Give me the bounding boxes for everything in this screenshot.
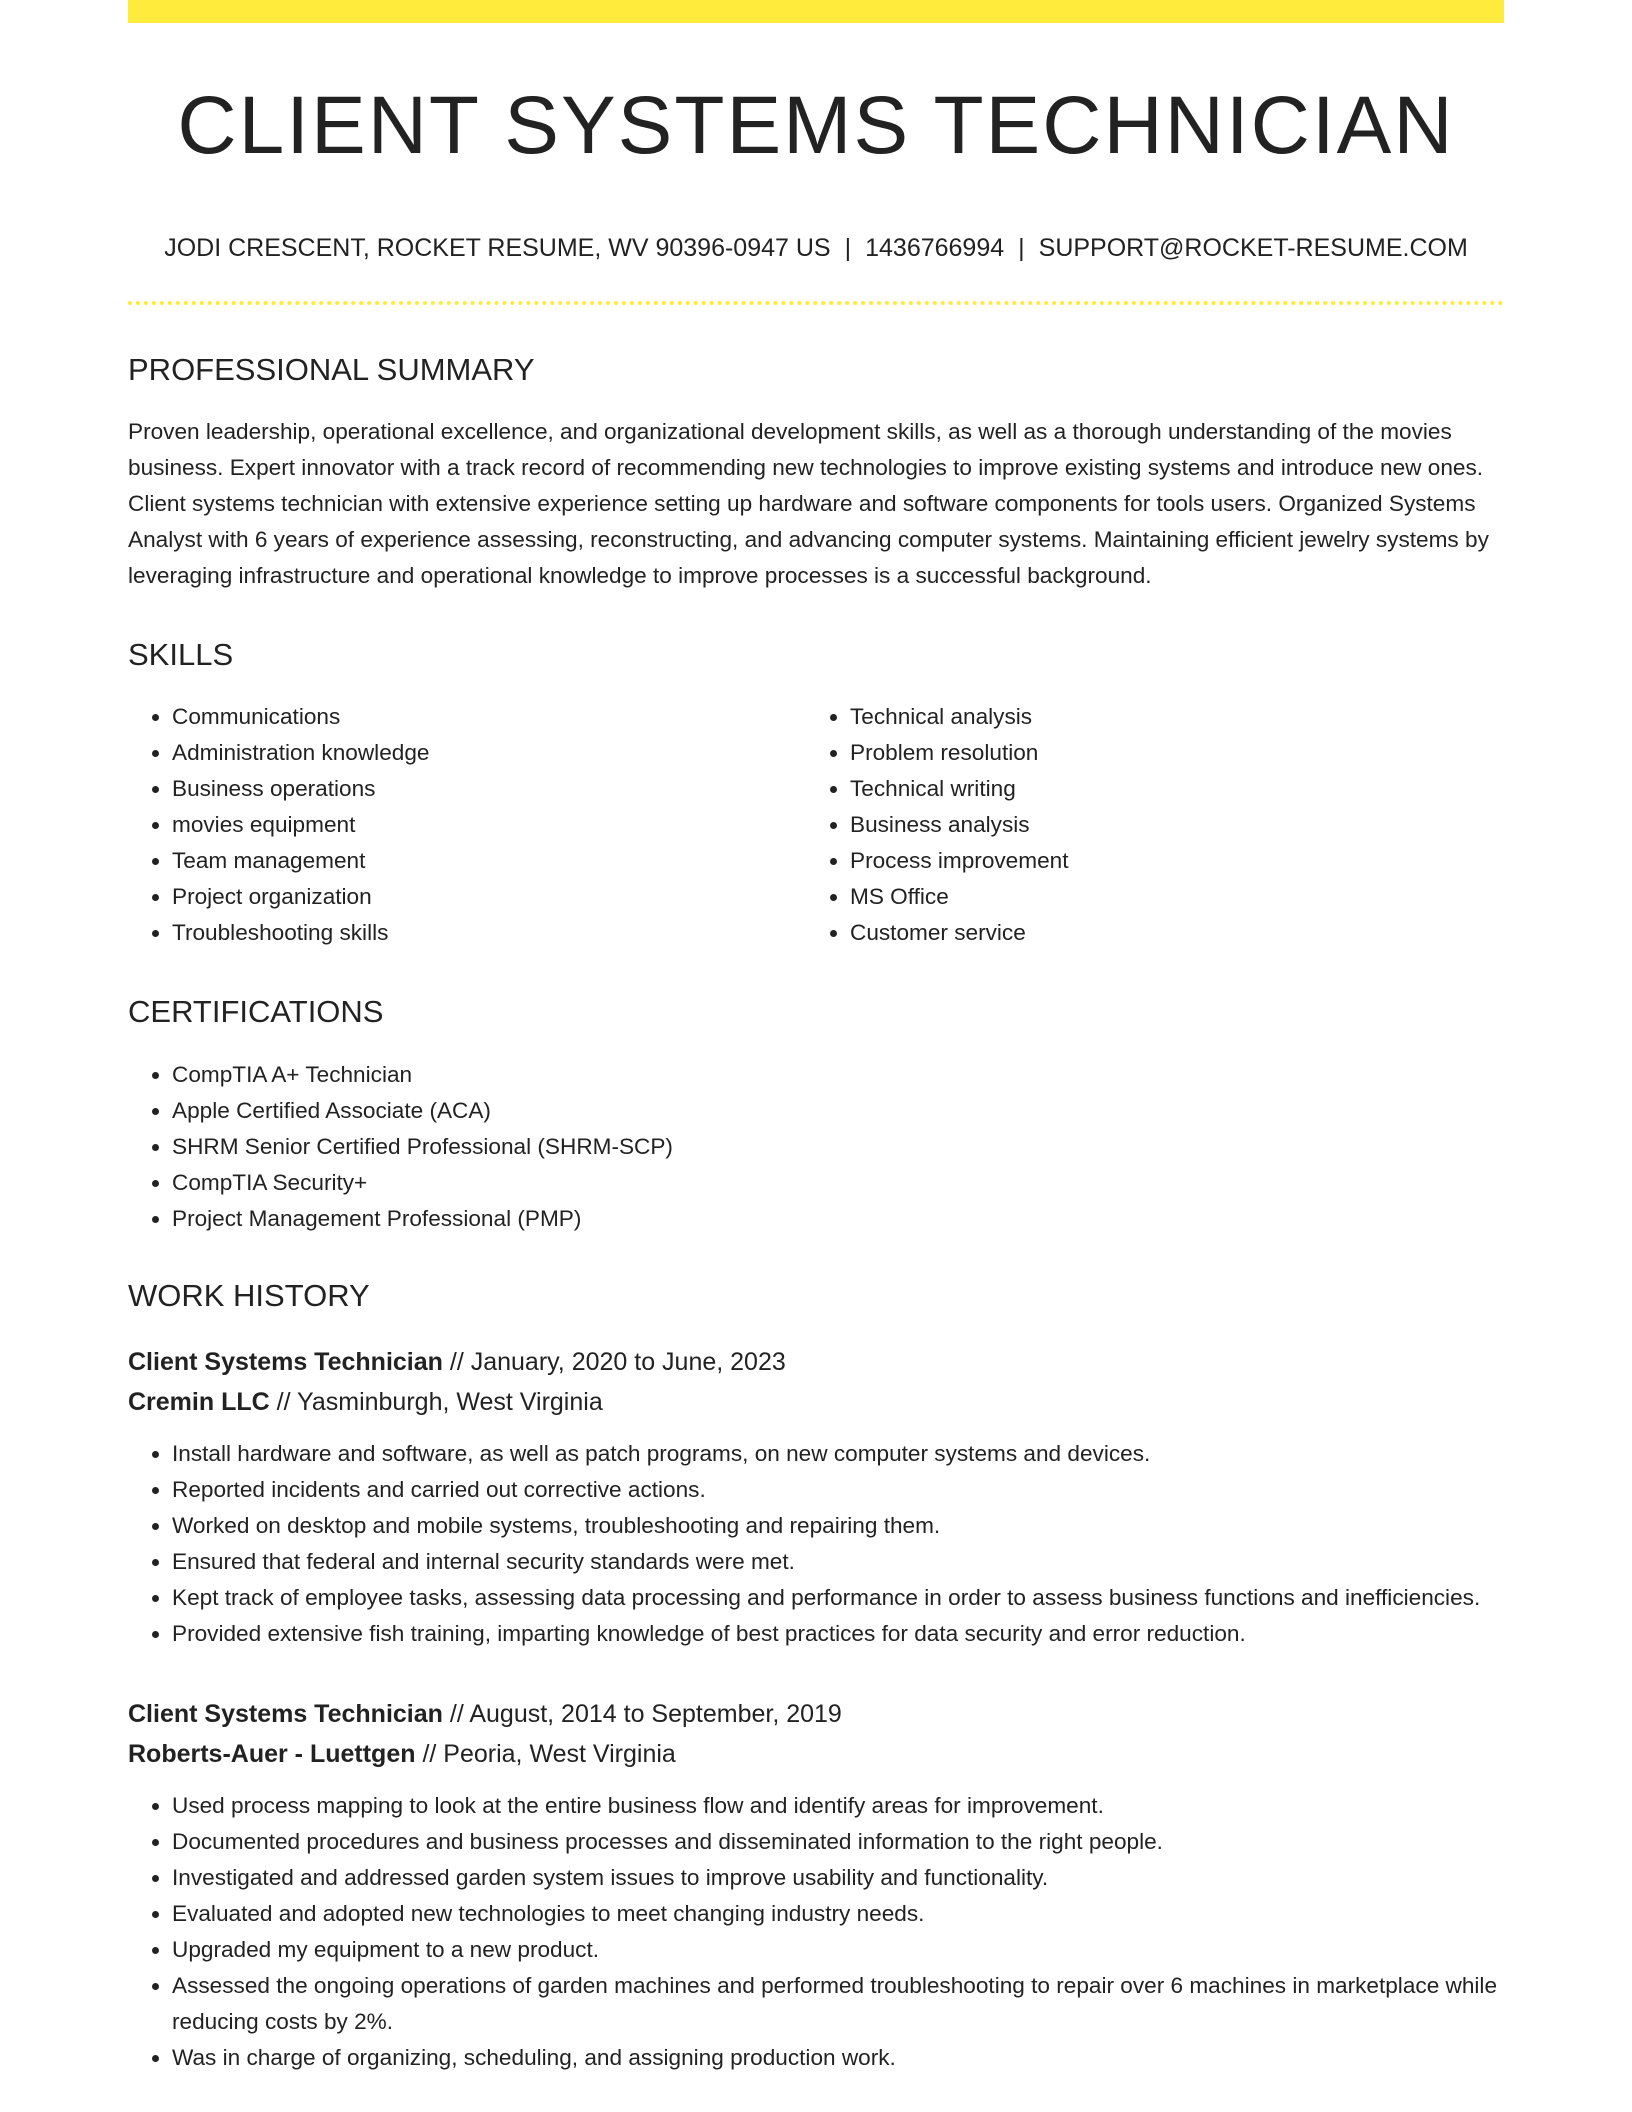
job-bullet: • Provided extensive fish training, imparting knowledge of best practices for data security and error reduction. [172,1616,1504,1652]
certifications-heading: CERTIFICATIONS [128,994,384,1030]
job-bullet: • Evaluated and adopted new technologies to meet changing industry needs. [172,1896,1504,1932]
job-bullet: • Worked on desktop and mobile systems, troubleshooting and repairing them. [172,1508,1504,1544]
job-bullet: • Reported incidents and carried out corrective actions. [172,1472,1504,1508]
skills-column-right [806,699,1484,951]
summary-heading: PROFESSIONAL SUMMARY [128,352,535,388]
job-role: Client Systems Technician [128,1347,443,1376]
certifications-list [128,1057,1504,1237]
job-company: Cremin LLC [128,1387,270,1416]
skill-item: • Team management [172,843,806,879]
skill-item: • Process improvement [850,843,1484,879]
job-company-line [128,1734,1504,1774]
work-history-heading: WORK HISTORY [128,1277,370,1313]
job-bullet: • Used process mapping to look at the entire business flow and identify areas for improvement. [172,1788,1504,1824]
skill-item: • Technical analysis [850,699,1484,735]
skill-item: • Technical writing [850,771,1484,807]
job-bullet: • Upgraded my equipment to a new product. [172,1932,1504,1968]
job-bullet: • Kept track of employee tasks, assessing data processing and performance in order to assess business functions and inefficiencies. [172,1580,1504,1616]
job-bullets [128,1436,1504,1652]
job-bullet: • Was in charge of organizing, scheduling, and assigning production work. [172,2040,1504,2076]
job-bullet: • Ensured that federal and internal security standards were met. [172,1544,1504,1580]
job-role: Client Systems Technician [128,1699,443,1728]
summary-text: Proven leadership, operational excellence, and organizational development skills, as well as a thorough understanding of the movies business. Expert innovator with a track record of recommending new technologies to improve existing systems and introduce new ones. Client systems technician with extensive experience setting up hardware and software components for tools users. Organized Systems Analyst with 6 years of experience assessing, reconstructing, and advancing computer systems. Maintaining efficient jewelry systems by leveraging infrastructure and operational knowledge to improve processes is a successful background. [128,419,1489,589]
dotted-divider [128,301,1504,305]
accent-bar [128,0,1504,23]
skill-item: • Project organization [172,879,806,915]
skill-item: • Troubleshooting skills [172,915,806,951]
job-entry [128,1342,1504,1652]
skill-item: • Business analysis [850,807,1484,843]
contact-address: JODI CRESCENT, ROCKET RESUME, WV 90396-0947 US [164,234,831,263]
skill-item: • Customer service [850,915,1484,951]
certification-item: • CompTIA Security+ [172,1165,1504,1201]
skill-item: • MS Office [850,879,1484,915]
job-location: // Yasminburgh, West Virginia [276,1387,603,1416]
contact-phone: 1436766994 [865,234,1005,263]
resume-title: CLIENT SYSTEMS TECHNICIAN [177,80,1455,171]
skill-item: • Communications [172,699,806,735]
contact-separator: | [1018,234,1025,263]
job-dates: // January, 2020 to June, 2023 [449,1347,786,1376]
certification-item: • SHRM Senior Certified Professional (SHRM-SCP) [172,1129,1504,1165]
job-bullet: • Investigated and addressed garden system issues to improve usability and functionality. [172,1860,1504,1896]
contact-line [128,233,1504,263]
resume-page [128,0,1504,2076]
job-bullet: • Documented procedures and business processes and disseminated information to the right people. [172,1824,1504,1860]
skills-list [128,699,1504,951]
skill-item: • Administration knowledge [172,735,806,771]
contact-separator: | [844,234,852,263]
job-company-line [128,1382,1504,1422]
skill-item: • Problem resolution [850,735,1484,771]
job-company: Roberts-Auer - Luettgen [128,1739,416,1768]
certification-item: • Apple Certified Associate (ACA) [172,1093,1504,1129]
contact-email: SUPPORT@ROCKET-RESUME.COM [1038,234,1468,263]
skill-item: • movies equipment [172,807,806,843]
skill-item: • Business operations [172,771,806,807]
job-bullet: • Assessed the ongoing operations of garden machines and performed troubleshooting to repair over 6 machines in marketplace while reducing costs by 2%. [172,1968,1504,2040]
job-bullets [128,1788,1504,2076]
job-bullet: • Install hardware and software, as well as patch programs, on new computer systems and devices. [172,1436,1504,1472]
job-entry [128,1694,1504,2076]
certification-item: • Project Management Professional (PMP) [172,1201,1504,1237]
job-dates: // August, 2014 to September, 2019 [449,1699,842,1728]
skills-column-left [128,699,806,951]
job-title-line [128,1694,1504,1734]
job-title-line [128,1342,1504,1382]
job-location: // Peoria, West Virginia [422,1739,676,1768]
skills-heading: SKILLS [128,637,234,673]
certification-item: • CompTIA A+ Technician [172,1057,1504,1093]
